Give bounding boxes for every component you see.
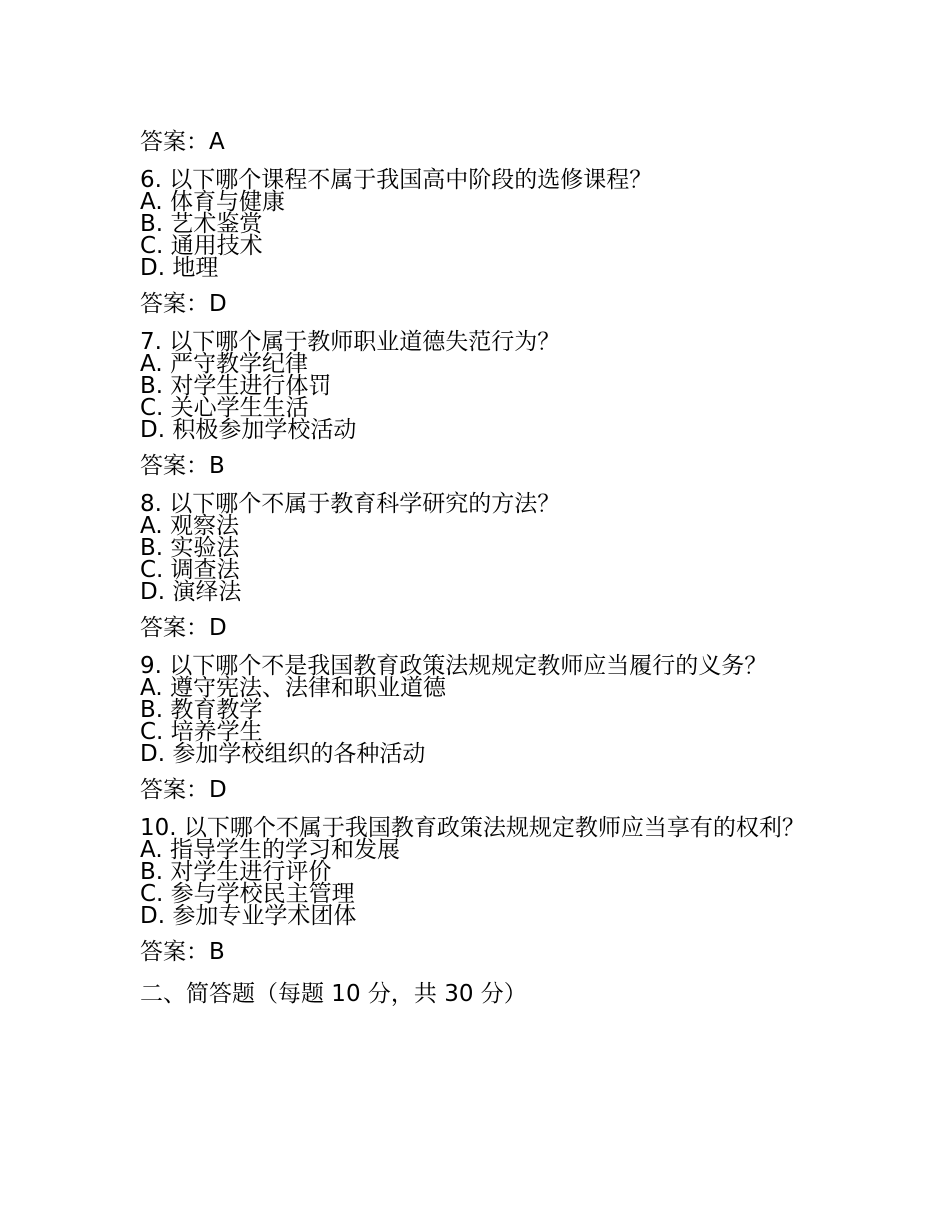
- option-a: A. 观察法: [140, 513, 239, 539]
- option-d: D. 地理: [140, 255, 219, 281]
- answer-q7: 答案：B: [140, 453, 225, 479]
- option-c: C. 调查法: [140, 557, 240, 583]
- option-c: C. 通用技术: [140, 233, 263, 259]
- section-title-short-answer: 二、简答题（每题 10 分，共 30 分）: [140, 981, 527, 1007]
- question-stem: 8. 以下哪个不属于教育科学研究的方法？: [140, 491, 561, 517]
- option-c: C. 参与学校民主管理: [140, 881, 355, 907]
- option-d: D. 积极参加学校活动: [140, 417, 357, 443]
- option-c: C. 关心学生生活: [140, 395, 309, 421]
- option-d: D. 参加学校组织的各种活动: [140, 741, 426, 767]
- document-content: [140, 127, 810, 1009]
- question-9: [140, 655, 810, 765]
- question-stem: 7. 以下哪个属于教师职业道德失范行为？: [140, 329, 561, 355]
- question-8: [140, 493, 810, 603]
- answer-q6: 答案：D: [140, 291, 227, 317]
- option-a: A. 遵守宪法、法律和职业道德: [140, 675, 446, 701]
- option-c: C. 培养学生: [140, 719, 263, 745]
- option-b: B. 对学生进行评价: [140, 859, 332, 885]
- option-b: B. 教育教学: [140, 697, 263, 723]
- question-stem: 6. 以下哪个课程不属于我国高中阶段的选修课程？: [140, 167, 653, 193]
- option-a: A. 严守教学纪律: [140, 351, 308, 377]
- option-b: B. 艺术鉴赏: [140, 211, 263, 237]
- option-a: A. 指导学生的学习和发展: [140, 837, 400, 863]
- answer-q10: 答案：B: [140, 939, 225, 965]
- question-stem: 9. 以下哪个不是我国教育政策法规规定教师应当履行的义务？: [140, 653, 768, 679]
- question-10: [140, 817, 810, 927]
- question-stem: 10. 以下哪个不属于我国教育政策法规规定教师应当享有的权利？: [140, 815, 805, 841]
- option-d: D. 演绎法: [140, 579, 242, 605]
- answer-q9: 答案：D: [140, 777, 227, 803]
- option-d: D. 参加专业学术团体: [140, 903, 357, 929]
- answer-q8: 答案：D: [140, 615, 227, 641]
- option-b: B. 对学生进行体罚: [140, 373, 332, 399]
- option-b: B. 实验法: [140, 535, 240, 561]
- option-a: A. 体育与健康: [140, 189, 285, 215]
- question-6: [140, 169, 810, 279]
- question-7: [140, 331, 810, 441]
- answer-q5: 答案：A: [140, 129, 225, 155]
